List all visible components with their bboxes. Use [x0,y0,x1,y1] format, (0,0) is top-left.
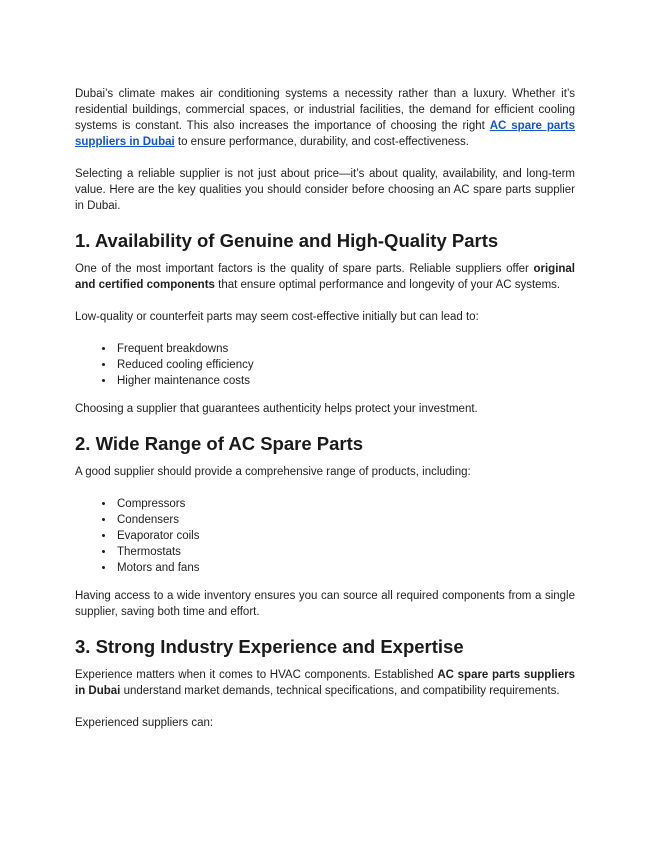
section-2-bullet-list [75,496,575,576]
bullet-item: • Evaporator coils [115,528,575,544]
section-3-heading: 3. Strong Industry Experience and Expertise [75,636,464,657]
section-3-text-after-bold: understand market demands, technical specifications, and compatibility requirements. [120,685,560,697]
bullet-item: • Frequent breakdowns [115,341,575,357]
bullet-item: • Motors and fans [115,560,575,576]
section-1-closing: Choosing a supplier that guarantees authenticity helps protect your investment. [75,403,478,415]
intro-paragraph-2: Selecting a reliable supplier is not just about price—it’s about quality, availability, and long-term value. Here are the key qualities you should consider before choosing an AC spare parts supplier in Dubai. [75,168,575,212]
section-1-bullet-list [75,341,575,389]
bullet-item: • Higher maintenance costs [115,373,575,389]
section-3-paragraph [75,667,575,699]
section-3-lead-in: Experienced suppliers can: [75,717,214,729]
section-1-paragraph [75,261,575,293]
section-1-text-before-bold: One of the most important factors is the quality of spare parts. Reliable suppliers offer [75,263,534,275]
section-2-lead-in: A good supplier should provide a comprehensive range of products, including: [75,466,471,478]
section-2-closing: Having access to a wide inventory ensures you can source all required components from a single supplier, saving both time and effort. [75,590,575,618]
bullet-item: • Thermostats [115,544,575,560]
section-1-lead-in: Low-quality or counterfeit parts may seem cost-effective initially but can lead to: [75,311,479,323]
section-3-bold-text: AC spare parts suppliers in Dubai [75,669,575,697]
intro-paragraph-1 [75,86,575,150]
section-2-heading: 2. Wide Range of AC Spare Parts [75,433,364,454]
bullet-item: • Reduced cooling efficiency [115,357,575,373]
intro-p1-text-before-link: Dubai’s climate makes air conditioning systems a necessity rather than a luxury. Whether it’s residential buildings, commercial spaces, or industrial facilities, the demand for efficient cooling systems is constant. This also increases the importance of choosing the right [75,88,575,132]
bullet-item: • Compressors [115,496,575,512]
section-1-text-after-bold: that ensure optimal performance and longevity of your AC systems. [214,279,561,291]
bullet-item: • Condensers [115,512,575,528]
section-1-heading: 1. Availability of Genuine and High-Quality Parts [75,230,499,251]
section-3-text-before-bold: Experience matters when it comes to HVAC components. Established [75,669,438,681]
section-1-bold-text: original and certified components [75,263,575,291]
ac-spare-parts-suppliers-link[interactable]: AC spare parts suppliers in Dubai [75,120,575,148]
intro-p1-text-after-link: to ensure performance, durability, and cost-effectiveness. [174,136,469,148]
